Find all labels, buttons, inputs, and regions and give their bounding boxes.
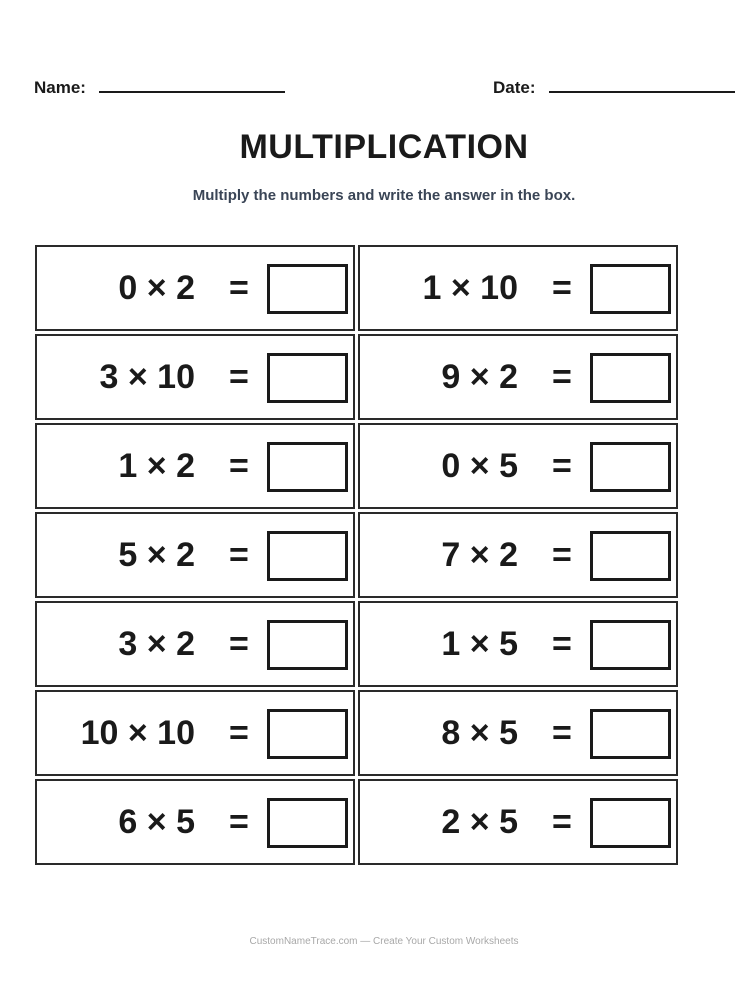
problem-expression: 10 × 10 [80,714,195,752]
answer-box[interactable] [267,709,348,759]
problem-expression: 1 × 2 [118,447,195,485]
page-title: MULTIPLICATION [239,128,529,166]
equals-sign: = [552,358,572,396]
equals-sign: = [229,269,249,307]
problem-expression: 1 × 5 [441,625,518,663]
problem-row [35,423,682,509]
problem-cell [358,245,678,331]
problem-row [35,512,682,598]
equals-sign: = [229,536,249,574]
equals-sign: = [552,803,572,841]
problem-row [35,690,682,776]
problem-cell [35,245,355,331]
answer-box[interactable] [590,709,671,759]
answer-box[interactable] [590,353,671,403]
problem-expression: 2 × 5 [441,803,518,841]
answer-box[interactable] [267,353,348,403]
problem-cell [358,512,678,598]
answer-box[interactable] [267,620,348,670]
problem-expression: 6 × 5 [118,803,195,841]
problem-cell [358,423,678,509]
problem-expression: 0 × 5 [441,447,518,485]
problem-grid [35,245,682,868]
problem-expression: 3 × 10 [99,358,195,396]
problem-expression: 9 × 2 [441,358,518,396]
problem-expression: 1 × 10 [422,269,518,307]
problem-cell [358,334,678,420]
answer-box[interactable] [267,798,348,848]
equals-sign: = [552,269,572,307]
problem-cell [35,334,355,420]
equals-sign: = [229,714,249,752]
problem-cell [358,601,678,687]
problem-cell [35,512,355,598]
equals-sign: = [229,447,249,485]
problem-cell [35,601,355,687]
answer-box[interactable] [590,442,671,492]
answer-box[interactable] [590,264,671,314]
problem-cell [358,779,678,865]
problem-cell [35,779,355,865]
answer-box[interactable] [590,620,671,670]
answer-box[interactable] [267,442,348,492]
equals-sign: = [229,625,249,663]
problem-row [35,245,682,331]
date-field [493,74,735,98]
problem-expression: 5 × 2 [118,536,195,574]
problem-row [35,601,682,687]
answer-box[interactable] [267,264,348,314]
problem-expression: 3 × 2 [118,625,195,663]
problem-expression: 0 × 2 [118,269,195,307]
equals-sign: = [229,358,249,396]
equals-sign: = [552,536,572,574]
answer-box[interactable] [590,798,671,848]
date-label: Date: [493,78,536,97]
problem-cell [35,423,355,509]
answer-box[interactable] [590,531,671,581]
instructions: Multiply the numbers and write the answer in the box. [192,187,576,204]
problem-expression: 7 × 2 [441,536,518,574]
problem-cell [358,690,678,776]
equals-sign: = [552,447,572,485]
equals-sign: = [229,803,249,841]
problem-expression: 8 × 5 [441,714,518,752]
date-line [549,91,735,93]
equals-sign: = [552,625,572,663]
answer-box[interactable] [267,531,348,581]
problem-cell [35,690,355,776]
equals-sign: = [552,714,572,752]
problem-row [35,334,682,420]
name-line [99,91,285,93]
footer-credit: CustomNameTrace.com — Create Your Custom Worksheets [249,936,519,947]
name-label: Name: [34,78,86,97]
name-field [34,74,285,98]
problem-row [35,779,682,865]
